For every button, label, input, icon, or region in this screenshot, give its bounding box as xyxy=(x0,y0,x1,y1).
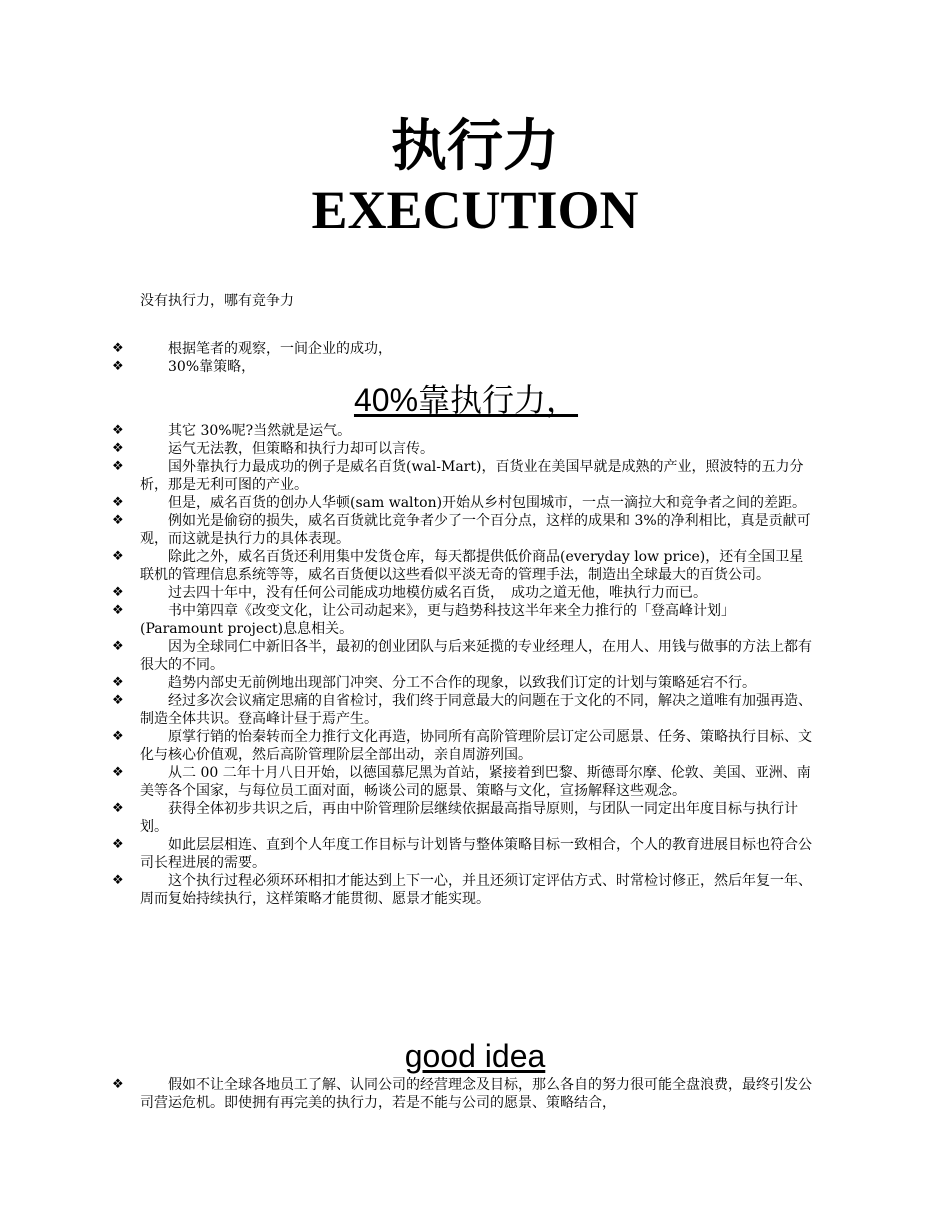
list-item xyxy=(112,584,812,602)
list-item-text: 假如不让全球各地员工了解、认同公司的经营理念及目标，那么各自的努力很可能全盘浪费，最终引发公司营运危机。即使拥有再完美的执行力，若是不能与公司的愿景、策略结合， xyxy=(140,1077,812,1111)
diamond-bullet-icon: ❖ xyxy=(112,495,124,510)
diamond-bullet-icon: ❖ xyxy=(112,675,124,690)
list-item-text: 运气无法教，但策略和执行力却可以言传。 xyxy=(168,441,434,457)
list-item-text: 原掌行销的怡秦转而全力推行文化再造，协同所有高阶管理阶层订定公司愿景、任务、策略执行目标、文化与核心价值观，然后高阶管理阶层全部出动，亲自周游列国。 xyxy=(140,729,812,763)
list-item xyxy=(112,340,812,358)
list-item xyxy=(112,692,812,728)
diamond-bullet-icon: ❖ xyxy=(112,459,124,474)
list-item xyxy=(112,440,812,458)
diamond-bullet-icon: ❖ xyxy=(112,765,124,780)
list-item-text: 获得全体初步共识之后，再由中阶管理阶层继续依据最高指导原则，与团队一同定出年度目标与执行计划。 xyxy=(140,801,798,835)
diamond-bullet-icon: ❖ xyxy=(112,513,124,528)
bullet-list-b xyxy=(112,422,812,908)
list-item xyxy=(112,602,812,638)
list-item-text: 如此层层相连、直到个人年度工作目标与计划皆与整体策略目标一致相合，个人的教育进展目标也符合公司长程进展的需要。 xyxy=(140,837,812,871)
list-item-text: 根据笔者的观察，一间企业的成功， xyxy=(168,341,392,357)
list-item xyxy=(112,674,812,692)
list-item-text: 但是，威名百货的创办人华顿(sam walton)开始从乡村包围城市，一点一滴拉大和竞争者之间的差距。 xyxy=(168,495,807,511)
list-item-text: 趋势内部史无前例地出现部门冲突、分工不合作的现象，以致我们订定的计划与策略延宕不行。 xyxy=(168,675,756,691)
list-item xyxy=(112,548,812,584)
diamond-bullet-icon: ❖ xyxy=(112,549,124,564)
list-item-text: 因为全球同仁中新旧各半，最初的创业团队与后来延揽的专业经理人，在用人、用钱与做事的方法上都有很大的不同。 xyxy=(140,639,812,673)
diamond-bullet-icon: ❖ xyxy=(112,639,124,654)
bullet-list-c xyxy=(112,1076,812,1112)
diamond-bullet-icon: ❖ xyxy=(112,801,124,816)
list-item xyxy=(112,494,812,512)
diamond-bullet-icon: ❖ xyxy=(112,441,124,456)
list-item-text: 从二 00 二年十月八日开始，以德国慕尼黑为首站，紧接着到巴黎、斯德哥尔摩、伦敦、美国、亚洲、南美等各个国家，与每位员工面对面，畅谈公司的愿景、策略与文化，宣扬解释这些观念。 xyxy=(140,765,811,799)
diamond-bullet-icon: ❖ xyxy=(112,873,124,888)
list-item xyxy=(112,1076,812,1112)
heading-execution-share xyxy=(0,382,950,418)
list-item-text: 例如光是偷窃的损失，威名百货就比竞争者少了一个百分点，这样的成果和 3%的净利相比，真是贡献可观，而这就是执行力的具体表现。 xyxy=(140,513,811,547)
heading-good-idea: good idea xyxy=(404,1038,546,1074)
diamond-bullet-icon: ❖ xyxy=(112,359,124,374)
list-item xyxy=(112,512,812,548)
list-item-text: 书中第四章《改变文化，让公司动起来》，更与趋势科技这半年来全力推行的「登高峰计划」(Paramount project)息息相关。 xyxy=(140,603,735,637)
diamond-bullet-icon: ❖ xyxy=(112,1077,124,1092)
title-chinese: 执行力 xyxy=(391,114,559,179)
list-item xyxy=(112,422,812,440)
list-item-text: 除此之外，威名百货还利用集中发货仓库，每天都提供低价商品(everyday low price)，还有全国卫星联机的管理信息系统等等，威名百货便以这些看似平淡无奇的管理手法，制造出全球最大的百货公司。 xyxy=(140,549,804,583)
diamond-bullet-icon: ❖ xyxy=(112,837,124,852)
list-item xyxy=(112,836,812,872)
diamond-bullet-icon: ❖ xyxy=(112,423,124,438)
list-item-text: 其它 30%呢?当然就是运气。 xyxy=(168,423,352,439)
list-item xyxy=(112,728,812,764)
heading-execution-share-text: 40%靠执行力， xyxy=(353,382,579,418)
list-item-text: 过去四十年中，没有任何公司能成功地模仿威名百货， 成功之道无他，唯执行力而已。 xyxy=(168,585,707,601)
list-item-text: 这个执行过程必须环环相扣才能达到上下一心，并且还须订定评估方式、时常检讨修正，然后年复一年、周而复始持续执行，这样策略才能贯彻、愿景才能实现。 xyxy=(140,873,812,907)
diamond-bullet-icon: ❖ xyxy=(112,341,124,356)
list-item xyxy=(112,358,812,376)
diamond-bullet-icon: ❖ xyxy=(112,603,124,618)
list-item xyxy=(112,800,812,836)
list-item xyxy=(112,872,812,908)
list-item xyxy=(112,458,812,494)
title-english: EXECUTION xyxy=(311,180,639,240)
bullet-list-a xyxy=(112,340,812,376)
list-item xyxy=(112,764,812,800)
list-item-text: 30%靠策略， xyxy=(168,359,256,375)
list-item-text: 国外靠执行力最成功的例子是威名百货(wal-Mart)，百货业在美国早就是成熟的产业，照波特的五力分析，那是无利可图的产业。 xyxy=(140,459,804,493)
intro-line: 没有执行力，哪有竞争力 xyxy=(140,293,294,309)
diamond-bullet-icon: ❖ xyxy=(112,585,124,600)
list-item-text: 经过多次会议痛定思痛的自省检讨，我们终于同意最大的问题在于文化的不同，解决之道唯有加强再造、制造全体共识。登高峰计昼于焉产生。 xyxy=(140,693,812,727)
diamond-bullet-icon: ❖ xyxy=(112,693,124,708)
list-item xyxy=(112,638,812,674)
diamond-bullet-icon: ❖ xyxy=(112,729,124,744)
